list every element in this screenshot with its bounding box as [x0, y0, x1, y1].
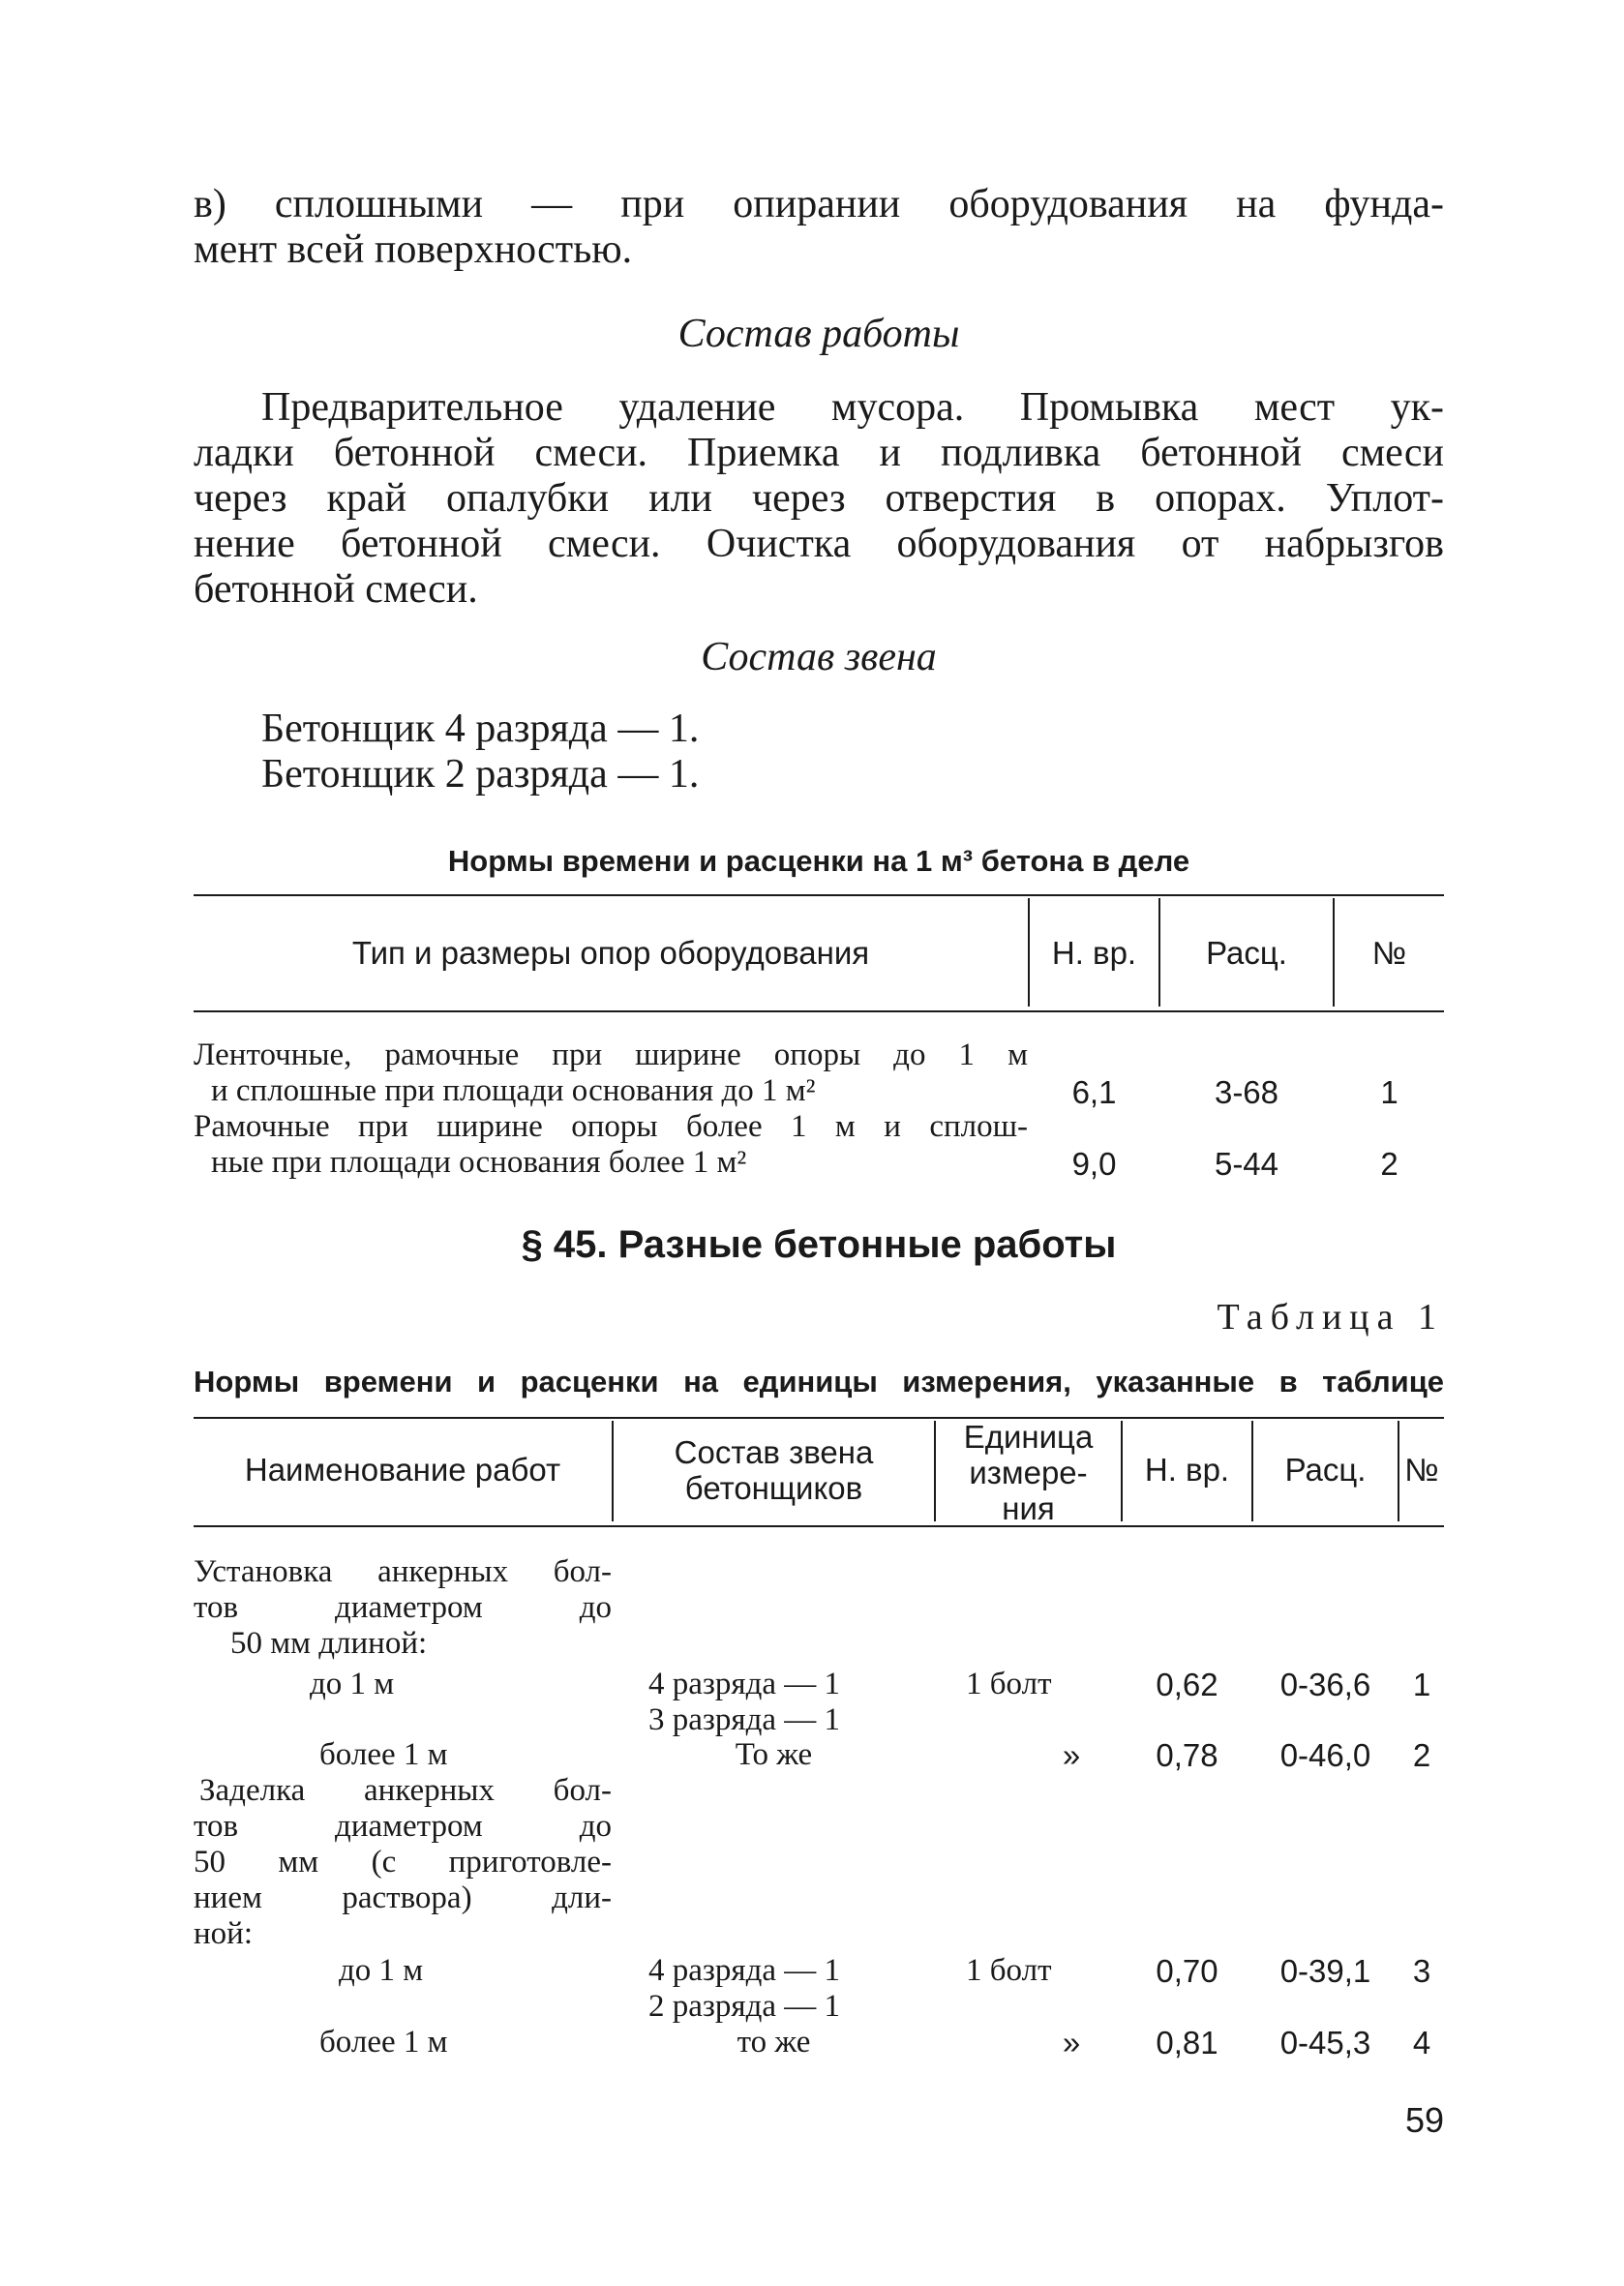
table2-group-2-title-line-2: тов диаметром до [194, 1809, 612, 1844]
table2-row-4-no: 4 [1412, 2025, 1431, 2060]
table2-group-2-title-line-4: нием раствора) дли- [194, 1880, 612, 1915]
table1-caption: Нормы времени и расценки на 1 м³ бетона в деле [447, 844, 1190, 878]
intro-line-1: в) сплошными — при опирании оборудования на фунда- [194, 182, 1444, 226]
table2-row-2-nvr: 0,78 [1156, 1737, 1218, 1773]
table2-row-2-rasc: 0-46,0 [1279, 1737, 1371, 1773]
table2-row-4-label: более 1 м [319, 2025, 448, 2060]
table2-row-3-nvr: 0,70 [1156, 1953, 1218, 1989]
work-line-1: Предварительное удаление мусора. Промывка мест ук- [261, 385, 1444, 430]
table2-row-3-crew-line-2: 2 разряда — 1 [648, 1989, 841, 2024]
work-line-4: нение бетонной смеси. Очистка оборудования от набрызгов [194, 522, 1444, 566]
table1-row-2-desc-line-2: ные при площади основания более 1 м² [211, 1145, 747, 1180]
table2-row-1-no: 1 [1412, 1667, 1431, 1702]
table2-row-3-unit: 1 болт [966, 1953, 1052, 1988]
table2-row-3-crew-line-1: 4 разряда — 1 [648, 1953, 841, 1988]
page-number: 59 [1404, 2100, 1444, 2140]
table2-group-2-title-line-1: Заделка анкерных бол- [199, 1773, 612, 1808]
table2-header-unit-line-1: Единица [963, 1419, 1094, 1455]
table2-header-crew-line-1: Состав звена [674, 1434, 874, 1470]
table2-group-1-title-line-2: тов диаметром до [194, 1590, 612, 1625]
document-page [194, 0, 1444, 2286]
table2-row-3-crew [648, 1953, 939, 2025]
table2-header-unit-line-3: ния [1002, 1490, 1055, 1526]
table1-row-1-rasc: 3-68 [1214, 1074, 1279, 1110]
table2-caption: Нормы времени и расценки на единицы измерения, указанные в таблице [194, 1365, 1444, 1399]
table1-row-1-desc-line-1: Ленточные, рамочные при ширине опоры до 1 м [194, 1038, 1028, 1072]
table2-row-4-nvr: 0,81 [1156, 2025, 1218, 2060]
table2-row-1-crew-line-1: 4 разряда — 1 [648, 1667, 841, 1701]
intro-line-2: мент всей поверхностью. [194, 227, 633, 272]
table2-header-unit [936, 1419, 1121, 1526]
table2-row-3-no: 3 [1412, 1953, 1431, 1989]
table1-header-type: Тип и размеры опор оборудования [351, 935, 870, 971]
table2-group-1-title-line-3: 50 мм длиной: [230, 1626, 428, 1661]
table1-header-no: № [1371, 935, 1407, 971]
work-line-2: ладки бетонной смеси. Приемка и подливка бетонной смеси [194, 431, 1444, 475]
table2-group-1-title-line-1: Установка анкерных бол- [194, 1554, 612, 1589]
table2-top-rule [194, 1417, 1444, 1419]
table1-row-1-desc-line-2: и сплошные при площади основания до 1 м² [211, 1073, 816, 1108]
table2-row-3-label: до 1 м [339, 1953, 424, 1988]
table2-row-4-crew: то же [737, 2025, 811, 2060]
table2-group-1-title [194, 1554, 612, 1662]
crew-line-1: Бетонщик 4 разряда — 1. [261, 707, 700, 751]
work-line-3: через край опалубки или через отверстия в опорах. Уплот- [194, 476, 1444, 521]
crew-heading: Состав звена [701, 635, 937, 679]
table2-row-1-crew [648, 1667, 939, 1738]
table2-row-2-label: более 1 м [319, 1737, 448, 1772]
table2-row-4-unit: » [1062, 2025, 1081, 2060]
table2-row-1-crew-line-2: 3 разряда — 1 [648, 1702, 841, 1737]
table2-header-crew [614, 1434, 934, 1506]
table2-header-name: Наименование работ [244, 1452, 561, 1488]
crew-line-2: Бетонщик 2 разряда — 1. [261, 752, 700, 797]
table2-header-nvr: Н. вр. [1144, 1452, 1230, 1488]
table2-header-crew-line-2: бетонщиков [684, 1470, 863, 1506]
table2 [194, 0, 1444, 2286]
table1-row-2-nvr: 9,0 [1071, 1146, 1117, 1182]
table2-header-rule [194, 1525, 1444, 1527]
table2-row-4-rasc: 0-45,3 [1279, 2025, 1371, 2060]
table2-row-2-no: 2 [1412, 1737, 1431, 1773]
table2-row-1-label: до 1 м [310, 1667, 395, 1701]
work-heading: Состав работы [677, 312, 960, 356]
table2-row-2-unit: » [1062, 1737, 1081, 1773]
table2-row-1-unit: 1 болт [966, 1667, 1052, 1701]
table1-row-2-desc-line-1: Рамочные при ширине опоры более 1 м и сплош- [194, 1109, 1028, 1144]
table2-group-2-title [194, 1773, 612, 1952]
table2-row-1-rasc: 0-36,6 [1279, 1667, 1371, 1702]
table2-header-unit-line-2: измере- [969, 1455, 1088, 1490]
table1-header-rasc: Расц. [1206, 935, 1287, 971]
work-line-5: бетонной смеси. [194, 567, 478, 612]
table2-header-rasc: Расц. [1284, 1452, 1367, 1488]
table2-header-no: № [1404, 1452, 1439, 1488]
table2-row-1-nvr: 0,62 [1156, 1667, 1218, 1702]
section-title: § 45. Разные бетонные работы [521, 1223, 1117, 1266]
table1-row-1-nvr: 6,1 [1071, 1074, 1117, 1110]
table2-label: Таблица 1 [1217, 1297, 1444, 1338]
table1-row-2-rasc: 5-44 [1214, 1146, 1279, 1182]
table2-row-3-rasc: 0-39,1 [1279, 1953, 1371, 1989]
table2-group-2-title-line-3: 50 мм (с приготовле- [194, 1845, 612, 1880]
table1-row-1-no: 1 [1380, 1074, 1398, 1110]
table1-row-2-no: 2 [1380, 1146, 1398, 1182]
table2-row-2-crew: То же [735, 1737, 813, 1772]
table1-header-nvr: Н. вр. [1051, 935, 1137, 971]
table2-group-2-title-line-5: ной: [194, 1916, 253, 1951]
